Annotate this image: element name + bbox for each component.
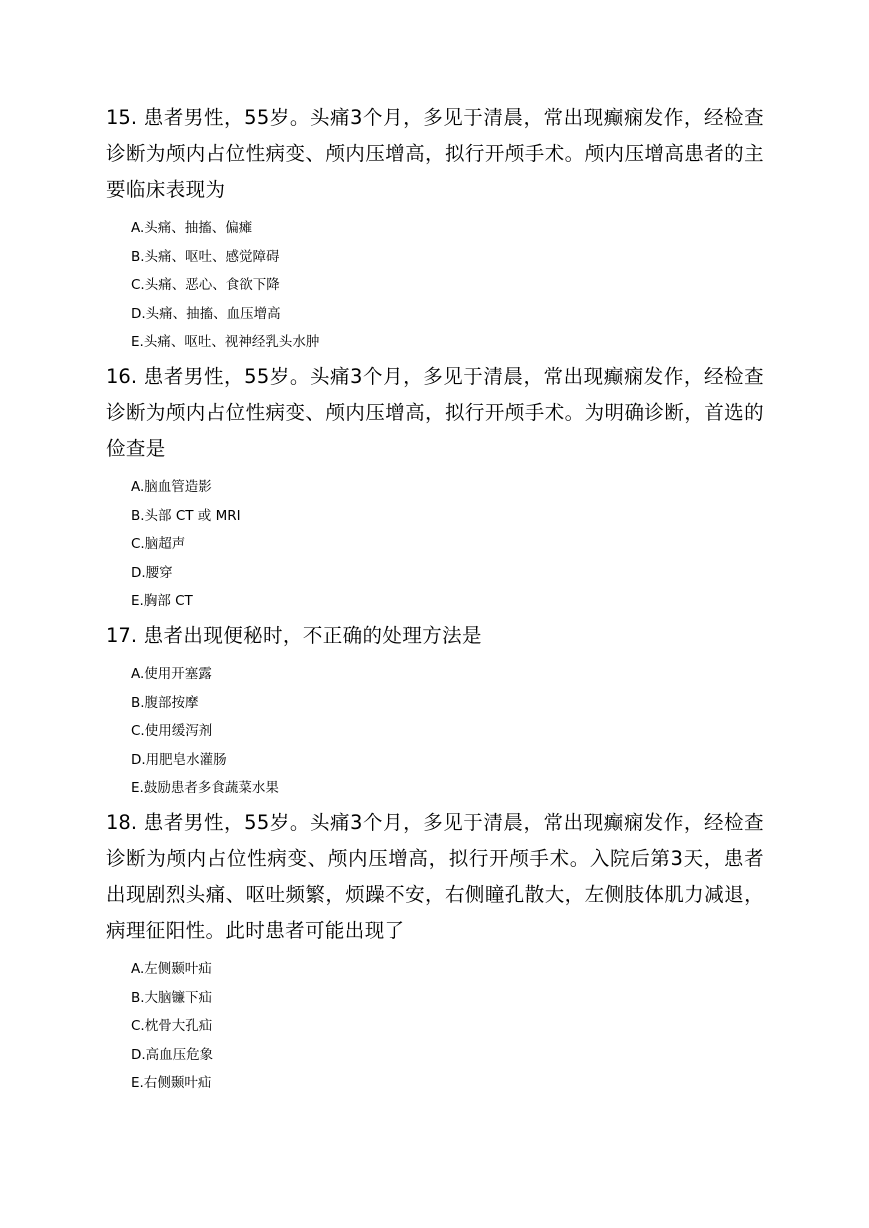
option-list [106, 660, 764, 803]
question-17 [106, 618, 764, 803]
option-a: A.脑血管造影 [131, 478, 212, 495]
question-15 [106, 100, 764, 357]
question-number: 16. [106, 364, 138, 388]
question-stem [106, 618, 764, 654]
option-c: C.使用缓泻剂 [131, 723, 213, 740]
option-c: C.头痛、恶心、食欲下降 [131, 277, 280, 294]
option-d: D.高血压危象 [131, 1046, 214, 1063]
option-e: E.右侧颞叶疝 [131, 1075, 212, 1092]
option-d: D.用肥皂水灌肠 [131, 751, 227, 768]
question-stem [106, 359, 764, 467]
question-list [106, 100, 764, 1100]
question-text: 患者男性，55岁。头痛3个月，多见于清晨，常出现癫痫发作，经检查诊断为颅内占位性病变、颅内压增高，拟行开颅手术。为明确诊断，首选的俭查是 [106, 364, 764, 460]
option-a: A.左侧颞叶疝 [131, 960, 212, 977]
option-d: D.头痛、抽搐、血压增高 [131, 305, 281, 322]
option-d: D.腰穿 [131, 564, 173, 581]
option-b: B.大脑镰下疝 [131, 989, 213, 1006]
question-text: 患者男性，55岁。头痛3个月，多见于清晨，常出现癫痫发作，经检查诊断为颅内占位性病变、颅内压增高，拟行开颅手术。颅内压增高患者的主要临床表现为 [106, 106, 764, 201]
option-list [106, 473, 764, 616]
question-text: 患者男性，55岁。头痛3个月，多见于清晨，常出现癫痫发作，经检查诊断为颅内占位性病变、颅内压增高，拟行开颅手术。入院后第3天，患者出现剧烈头痛、呕吐频繁，烦躁不安，右侧瞳孔散大，左侧肢体肌力减退，病理征阳性。此时患者可能出现了 [106, 810, 764, 942]
option-b: B.头痛、呕吐、感觉障碍 [131, 248, 280, 265]
option-c: C.枕骨大孔疝 [131, 1018, 213, 1035]
option-b: B.头部 CT 或 MRI [131, 507, 241, 524]
option-b: B.腹部按摩 [131, 694, 199, 711]
option-list [106, 955, 764, 1098]
question-number: 17. [106, 623, 138, 647]
option-e: E.胸部 CT [131, 593, 193, 610]
question-16 [106, 359, 764, 616]
question-number: 15. [106, 106, 138, 129]
option-e: E.头痛、呕吐、视神经乳头水肿 [131, 334, 320, 351]
question-text: 患者出现便秘时，不正确的处理方法是 [143, 623, 482, 647]
option-a: A.头痛、抽搐、偏瘫 [131, 220, 253, 236]
option-e: E.鼓励患者多食蔬菜水果 [131, 780, 279, 797]
question-18 [106, 805, 764, 1098]
question-stem [106, 805, 764, 949]
question-number: 18. [106, 810, 138, 834]
option-list [106, 214, 764, 357]
option-a: A.使用开塞露 [131, 665, 212, 682]
option-c: C.脑超声 [131, 536, 186, 553]
question-stem [106, 100, 764, 208]
